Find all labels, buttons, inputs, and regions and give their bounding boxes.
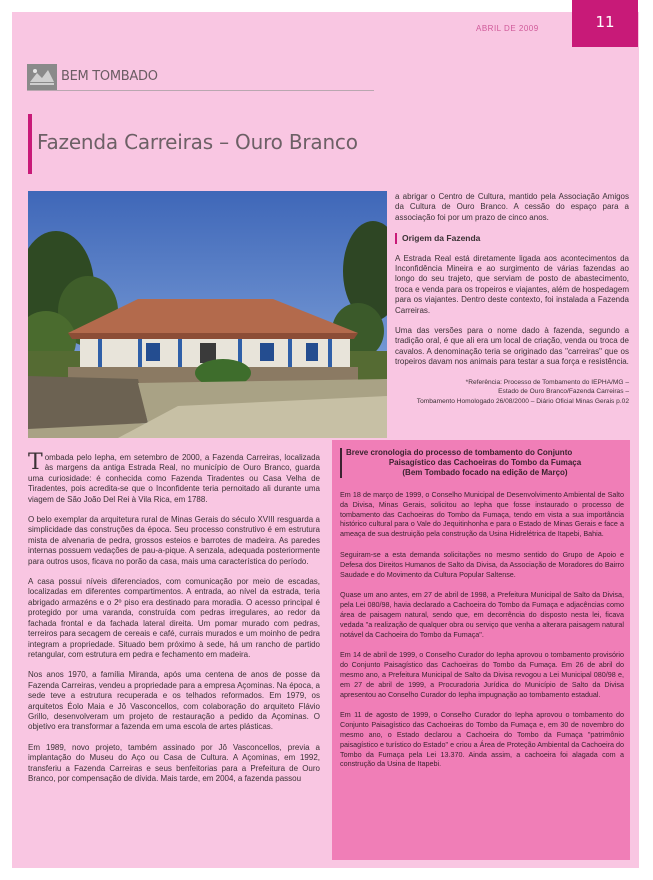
chronology-paragraph-2: Seguiram-se a esta demanda solicitações no mesmo sentido do Grupo de Apoio e Defesa dos Direitos Humanos de Salto da Divisa, da Associação de Moradores do Bairro Saudade e do Movimento da Cultura Popular Saltense.: [340, 549, 624, 579]
body-paragraph-2: O belo exemplar da arquitetura rural de Minas Gerais do século XVIII resguarda a simplicidade das construções da época. Seu processo construtivo é em estrutura mista de alvenaria de pedra, grossos esteios e barrotes de madeira. As paredes internas possuem vedações de pau-a-pique. A senzala, adequada posteriormente para outros usos, ficava no porão da casa, mais uma característica do período.: [28, 515, 320, 566]
body-paragraph-3: A casa possui níveis diferenciados, com comunicação por meio de escadas, localizadas em diferentes compartimentos. A entrada, ao nível da estrada, teria abrigado armazéns e o 2º piso era destinado para moradia. O acesso principal é protegido por uma varanda, construída com pedras irregulares, ao redor da fachada frontal e da fachada lateral direita. Um pomar murado com pedras, terreiros para secagem de cereais e café, currais murados e um moinho de pedra integram a propriedade. Situado bem próximo à sede, há um rancho de partido retangular, com estrutura em pedra e fechamento em madeira.: [28, 577, 320, 659]
drop-cap: T: [28, 450, 43, 475]
reference-line: Estado de Ouro Branco/Fazenda Carreiras –: [498, 388, 629, 396]
right-column: [395, 192, 629, 406]
body-paragraph-1-text: ombada pelo Iepha, em setembro de 2000, a Fazenda Carreiras, localizada às margens da antiga Estrada Real, no município de Ouro Branco, guarda uma curiosidade: é conhecida como Fazenda Tiradentes ou Casa Velha de Tiradentes, pois acredita-se que o Inconfidente teria pernoitado ali durante uma viagem de São João Del Rei à Vila Rica, em 1788.: [28, 453, 320, 504]
chronology-paragraph-4: Em 14 de abril de 1999, o Conselho Curador do Iepha aprovou o tombamento provisório do Conjunto Paisagístico das Cachoeiras do Tombo da Fumaça. Em 26 de abril do mesmo ano, a Prefeitura Municipal de Salto da Divisa revogou a Lei Municipal 080/98 e, em 27 de abril de 1999, a Procuradoria Jurídica do Município de Salto da Divisa apresentou ao Conselho Curador do Iepha impugnação ao tombamento estadual.: [340, 650, 624, 699]
chronology-heading-line-2: Paisagístico das Cachoeiras do Tombo da Fumaça: [388, 458, 582, 467]
chronology-paragraph-5: Em 11 de agosto de 1999, o Conselho Curador do Iepha aprovou o tombamento do Conjunto Paisagístico das Cachoeiras do Tombo da Fumaça e, em 30 de novembro do mesmo ano, o Estado declarou a Cachoeira do Tombo da Fumaça "patrimônio paisagístico e turístico do Estado" e criou a Área de Proteção Ambiental da Cachoeira do Tombo da Fumaça pela Lei 13.370. Ainda assim, a cachoeira foi alagada com a construção da Usina de Itapebi.: [340, 710, 624, 769]
title-accent-bar: [28, 114, 32, 174]
chronology-heading: [340, 448, 624, 478]
farmhouse-photo: [28, 191, 387, 438]
body-paragraph-4: Nos anos 1970, a família Miranda, após uma centena de anos de posse da Fazenda Carreiras, vendeu a propriedade para a empresa Açominas. Na época, a sede teve a estrutura recuperada e os telhados reformados. Em 1979, os arquitetos Éolo Maia e Jô Vasconcellos, com colaboração do arquiteto Flávio Grillo, desenvolveram um projeto de restauração a pedido da Açominas. O objetivo era transformar a fazenda em uma escola de artes plásticas.: [28, 670, 320, 732]
farmhouse-illustration: [28, 191, 387, 438]
right-intro-paragraph: a abrigar o Centro de Cultura, mantido pela Associação Amigos da Cultura de Ouro Branco. A cessão do espaço para a associação foi por um prazo de cinco anos.: [395, 192, 629, 222]
section-label: BEM TOMBADO: [61, 69, 158, 84]
section-logo-icon: [27, 64, 57, 90]
body-paragraph-1: [28, 450, 320, 505]
origin-paragraph-2: Uma das versões para o nome dado à fazenda, segundo a tradição oral, é que ali era um local de criação, venda ou troca de cavalos. A denominação teria se originado das "carreiras" que os tropeiros davam nos animais para testar a sua força e resistência.: [395, 326, 629, 367]
reference-line: Tombamento Homologado 26/08/2000 – Diário Oficial Minas Gerais p.02: [416, 397, 629, 405]
references: [395, 378, 629, 406]
reference-line: *Referência: Processo de Tombamento do IEPHA/MG –: [465, 378, 629, 386]
page-number: 11: [572, 0, 638, 47]
article-title: Fazenda Carreiras – Ouro Branco: [37, 130, 358, 154]
subhead-origin: Origem da Fazenda: [395, 233, 629, 243]
left-column: [28, 450, 320, 794]
chronology-heading-line-1: Breve cronologia do processo de tombamento do Conjunto: [346, 448, 573, 457]
chronology-content: [340, 448, 624, 780]
chronology-paragraph-3: Quase um ano antes, em 27 de abril de 1998, a Prefeitura Municipal de Salto da Divisa, pela Lei 080/98, havia declarado a Cachoeira do Tombo da Fumaça e adjacências como área de paisagem natural, sendo que, em decorrência do disposto nesta lei, ficava vedada "a realização de qualquer obra ou serviço que venha a alterara paisagem natural notável da Cachoeira do Tombo da Fumaça".: [340, 590, 624, 639]
chronology-box: [332, 440, 630, 860]
section-divider: [27, 90, 374, 91]
body-paragraph-5: Em 1989, novo projeto, também assinado por Jô Vasconcellos, previa a implantação do Museu do Aço ou Casa de Cultura. A Açominas, em 1992, transferiu a Fazenda Carreiras e seus benfeitorias para a Prefeitura de Ouro Branco, por compensação de dívida. Mais tarde, em 2004, a fazenda passou: [28, 742, 320, 783]
origin-paragraph-1: A Estrada Real está diretamente ligada aos acontecimentos da Inconfidência Mineira e ao surgimento de várias fazendas ao longo do seu trajeto, que serviam de posto de abastecimento, troca e venda para os tropeiros e viajantes, além de hospedagem para os viajantes. Dentro deste contexto, foi instalada a Fazenda Carreiras.: [395, 253, 629, 315]
chronology-heading-line-3: (Bem Tombado focado na edição de Março): [402, 468, 568, 477]
chronology-paragraph-1: Em 18 de março de 1999, o Conselho Municipal de Desenvolvimento Ambiental de Salto da Divisa, Minas Gerais, solicitou ao Iepha que fosse instaurado o processo de tombamento das Cachoeiras do Tombo da Fumaça, tendo em vista a sua importância histórico cultural para o Vale do Jequitinhonha e para o Estado de Minas Gerais e face a ameaça de sua destruição pela construção da Usina Hidrelétrica de Itapebi, Bahia.: [340, 490, 624, 539]
issue-date: ABRIL DE 2009: [476, 24, 539, 33]
